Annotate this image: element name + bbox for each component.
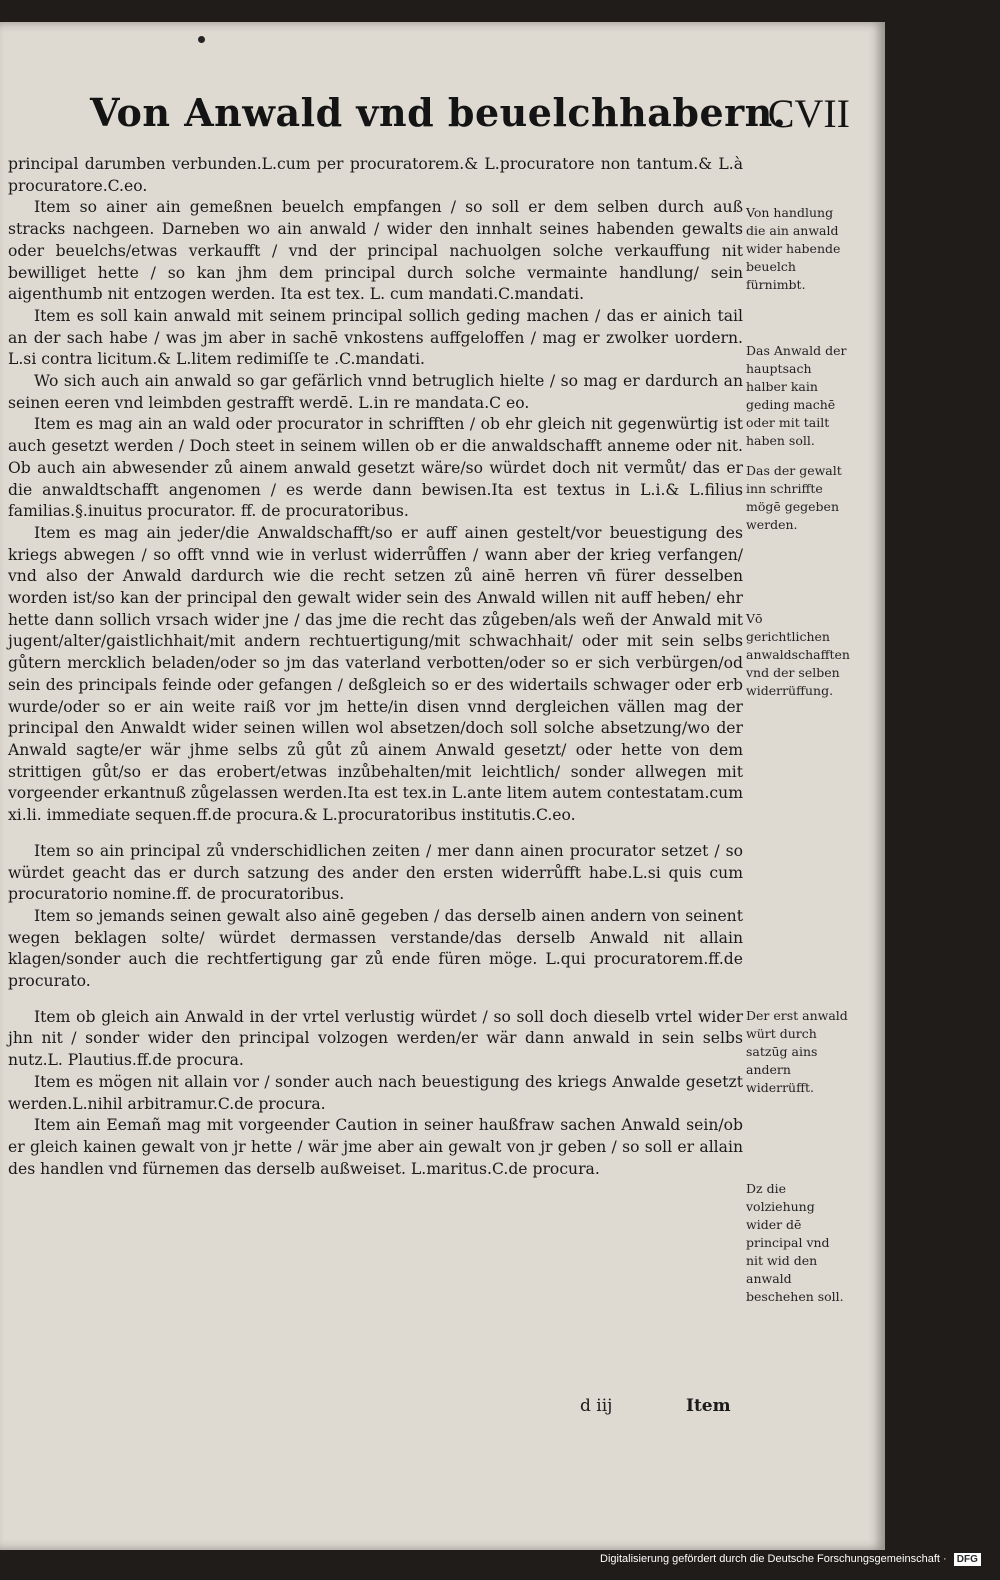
- text-paragraph: Item es mögen nit allain vor / sonder auch nach beuestigung des kriegs Anwalde gesetzt werden.L.nihil arbitramur.C.de procura.: [8, 1072, 743, 1113]
- text-paragraph: Item so ain principal zů vnderschidlichen zeiten / mer dann ainen procurator setzet / so würdet geacht das er durch satzung des ander den ersten widerrůfft habe.L.si quis cum procuratorio nomine.ff. de procuratoribus.: [8, 841, 743, 904]
- marginal-note: Das der gewalt inn schriffte mögē gegeben werden.: [746, 463, 842, 532]
- text-paragraph: Wo sich auch ain anwald so gar gefärlich vnnd betruglich hielte / so mag er dardurch an seinen eeren vnd leimbden gestrafft werdē. L.in re mandata.C eo.: [8, 372, 743, 412]
- text-paragraph: Item ob gleich ain Anwald in der vrtel verlustig würdet / so soll doch dieselb vrtel wider jhn nit / sonder wider den principal volzogen werden/er wär dann anwald in sein selbs nutz.L. Plautius.ff.de procura.: [8, 1007, 743, 1070]
- main-text-column: [8, 154, 743, 1180]
- book-page: [0, 22, 885, 1550]
- text-paragraph: Item es mag ain an wald oder procurator in schrifften / ob ehr gleich nit gegenwürtig ist auch gesetzt werden / Doch steet in seinem willen ob er die anwaldschafft anneme oder nit. Ob auch ain abwesender zů ainem anwald gesetzt wäre/so würdet doch nit vermůt/ das er die anwaldtschafft angenomen / es werde dann bewisen.Ita est textus in L.i.& L.filius familias.§.inuitus procurator. ff. de procuratoribus.: [8, 415, 743, 521]
- running-header: [90, 90, 850, 150]
- text-paragraph: principal darumben verbunden.L.cum per procuratorem.& L.procuratore non tantum.& L.à procuratore.C.eo.: [8, 155, 743, 195]
- catchword: Item: [686, 1396, 731, 1416]
- text-paragraph: Item es mag ain jeder/die Anwaldschafft/so er auff ainen gestelt/vor beuestigung des kriegs abwegen / so offt vnnd wie in verlust widerrůffen / wann aber der krieg verfangen/ vnd also der Anwald dardurch wie die recht setzen zů ainē herren vn̄ fürer desselben worden ist/so kan der principal den gewalt wider sein des Anwald willen nit auff heben/ ehr hette dann sollich vrsach wider jne / das jme die recht das zůgeben/als weñ der Anwald mit jugent/alter/gaistlichhait/mit andern rechtuertigung/mit schwachhait/ oder mit sein selbs gůtern mercklich beladen/oder so jm das vaterland verbotten/oder so er sich verbürgen/od sein des principals feinde oder gefangen / deßgleich so er des widertails schwager oder erb wurde/oder so er ain weite raiß vor jm hette/in disen vnnd dergleichen vällen mag der principal den Anwaldt wider seinen willen wol absetzen/doch soll solche absetzung/wo der Anwald sagte/er wär jhme selbs zů gůt zů ainem Anwald gesetzt/ oder hette von dem strittigen gůt/so er das erobert/etwas inzůbehalten/mit leichtlich/ sonder allwegen mit vorgeender erkantnuß zůgelassen werden.Ita est tex.in L.ante litem autem contestatam.cum xi.li. immediate sequen.ff.de procura.& L.procuratoribus institutis.C.eo.: [8, 523, 743, 825]
- text-paragraph: Item so jemands seinen gewalt also ainē gegeben / das derselb ainen andern von seinent wegen beklagen solte/ würdet dermassen verstande/das derselb Anwald nit allain klagen/sonder auch die rechtfertigung gar zů ende füren möge. L.qui procuratorem.ff.de procurato.: [8, 906, 743, 991]
- folio-number: CVII: [767, 91, 850, 136]
- page-footer: [0, 1396, 885, 1426]
- running-title: Von Anwald vnd beuelchhabern.: [90, 90, 787, 135]
- digitization-credit: [600, 1553, 1000, 1573]
- credit-text: Digitalisierung gefördert durch die Deutsche Forschungsgemeinschaft ·: [600, 1553, 947, 1565]
- ink-spot: [198, 36, 205, 43]
- marginal-note: Der erst anwald würt durch satzūg ains andern widerrüfft.: [746, 1008, 848, 1095]
- text-paragraph: Item so ainer ain gemeßnen beuelch empfangen / so soll er dem selben durch auß stracks nachgeen. Darneben wo ain anwald / wider den innhalt seines habenden gewalts oder beuelchs/etwas verkaufft / vnd der principal nachuolgen solche verkauffung nit bewilliget hette / so kan jhm dem principal durch solche vermainte handlung/ sein aigenthumb nit entzogen werden. Ita est tex. L. cum mandati.C.mandati.: [8, 198, 743, 304]
- marginal-note: Dz die volziehung wider dē principal vnd nit wid den anwald beschehen soll.: [746, 1181, 844, 1304]
- text-paragraph: Item ain Eemañ mag mit vorgeender Caution in seiner haußfraw sachen Anwald sein/ob er gleich kainen gewalt von jr hette / wär jme aber ain gewalt von jr geben / so soll er allain des handlen vnd fürnemen das derselb außweiset. L.maritus.C.de procura.: [8, 1116, 743, 1178]
- marginal-note: Das Anwald der hauptsach halber kain geding machē oder mit tailt haben soll.: [746, 343, 847, 448]
- marginal-note: Von handlung die ain anwald wider habende beuelch fürnimbt.: [746, 205, 841, 292]
- text-paragraph: Item es soll kain anwald mit seinem principal sollich geding machen / das er ainich tail an der sach habe / was jm aber in sachē vnkostens auffgeloffen / mag er zwolker uordern. L.si contra licitum.& L.litem redimiſſe te .C.mandati.: [8, 306, 743, 369]
- dfg-logo: DFG: [954, 1553, 981, 1566]
- marginal-note: Vō gerichtlichen anwaldschafften vnd der selben widerrüffung.: [746, 611, 850, 698]
- signature-mark: d iij: [580, 1396, 613, 1416]
